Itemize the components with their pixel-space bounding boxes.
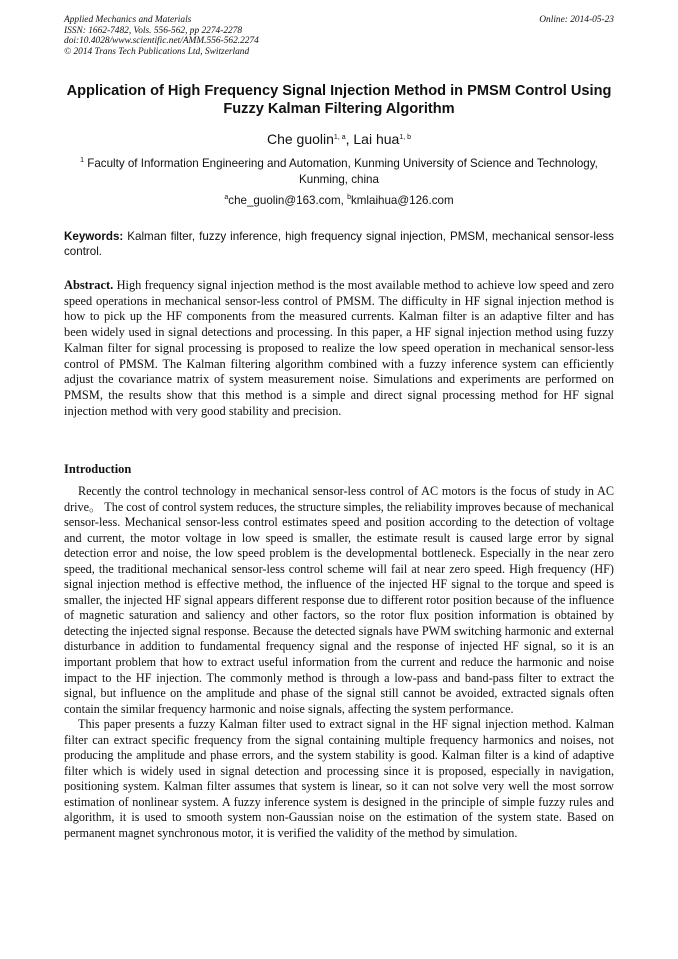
abstract-block: [64, 278, 614, 419]
author-affiliation-marker: 1, a: [333, 134, 346, 141]
author-affiliation-marker: 1, b: [399, 134, 412, 141]
author-list: [50, 130, 628, 148]
affiliation-text: Faculty of Information Engineering and Automation, Kunming University of Science and Technology, Kunming, china: [87, 157, 598, 186]
keywords-block: [64, 229, 614, 259]
author-name: Lai hua: [353, 131, 400, 147]
abstract-text: High frequency signal injection method is the most available method to achieve low speed and zero speed operations in mechanical sensor-less control of PMSM. The difficulty in HF signal injection method is how to pick up the HF components from the measured currents. Kalman filter is an adaptive filter and has been widely used in signal detections and processing. In this paper, a HF signal injection method using fuzzy Kalman filter for signal processing is proposed to realize the low speed operation in mechanical sensor-less control of PMSM. The Kalman filtering algorithm combined with a fuzzy inference system can efficiently adjust the covariance matrix of system measurement noise. Simulations and experiments are performed on PMSM, the results show that this method is a simple and direct signal processing method for HF signal injection method with very good stability and precision.: [64, 278, 614, 418]
email-marker: a: [224, 194, 229, 201]
keywords-text: Kalman filter, fuzzy inference, high frequency signal injection, PMSM, mechanical sensor-less control.: [64, 230, 614, 258]
issn-line: ISSN: 1662-7482, Vols. 556-562, pp 2274-2278: [64, 25, 243, 36]
paper-title: Application of High Frequency Signal Injection Method in PMSM Control Using Fuzzy Kalman Filtering Algorithm: [66, 83, 612, 117]
email-marker: b: [347, 194, 351, 201]
online-date: Online: 2014-05-23: [539, 15, 614, 25]
email-address: kmlaihua@126.com: [350, 194, 454, 207]
email-separator: ,: [340, 194, 348, 207]
journal-header: [64, 15, 614, 57]
section-heading-introduction: Introduction: [64, 462, 132, 476]
author-name: Che guolin: [266, 131, 334, 147]
email-address: che_guolin@163.com: [228, 194, 341, 207]
affiliation: [80, 156, 598, 188]
affiliation-marker: 1: [80, 157, 85, 164]
journal-name: Applied Mechanics and Materials: [64, 15, 192, 25]
paragraph: This paper presents a fuzzy Kalman filter used to extract signal in the HF signal injection method. Kalman filter can extract specific frequency from the signal containing multiple frequency harmonics and noises, not producing the amplitude and phase errors, and the system stability is good. Kalman filter is a kind of adaptive filter which is widely used in signal detection and processing since it is proposed, especially in navigation, positioning system. Kalman filter assumes that system is linear, so it can not solve very well the most sorrow estimation of nonlinear system. A fuzzy inference system is designed in the principle of simple fuzzy rules and algorithm, it is used to smooth system non-Gaussian noise on the estimation of the system state. Based on permanent magnet synchronous motor, it is verified the validity of the method by simulation.: [64, 717, 614, 841]
author-separator: ,: [345, 131, 354, 147]
keywords-label: Keywords:: [64, 230, 124, 243]
copyright-line: © 2014 Trans Tech Publications Ltd, Switzerland: [64, 46, 250, 57]
abstract-label: Abstract.: [64, 278, 114, 292]
doi-line: doi:10.4028/www.scientific.net/AMM.556-562.2274: [64, 36, 259, 47]
paragraph: Recently the control technology in mechanical sensor-less control of AC motors is the focus of study in AC drive。 The cost of control system reduces, the structure simples, the reliability improves because of mechanical sensor-less. Mechanical sensor-less control estimates speed and position according to the detection of voltage and current, the motor voltage in low speed is smaller, the estimate result is caused large error by signal detection error and noise, the low speed problem is the developmental bottleneck. Especially in the near zero speed, the traditional mechanical sensor-less control scheme will fail at near zero speed. High frequency (HF) signal injection method is effective method, the influence of the injected HF signal to the torque and speed is smaller, the injected HF signal appears different response due to different rotor position because of the influence of magnetic saturation and saliency and other factors, so the rotor flux position information is obtained by detecting the injected signal response. Because the detected signals have PWM switching harmonic and external disturbance in addition to fundamental frequency signal and the response of injected HF signal, so it is an important problem that how to extract useful information from the current and reduce the harmonic and noise impact to the HF injection. The commonly method is through a low-pass and band-pass filter to extract the signal, but influence on the amplitude and phase of the signal still cannot be avoided, extracted signals often contain the similar frequency harmonic and noise signals, affecting the system performance.: [64, 484, 614, 716]
introduction-body: [64, 484, 614, 842]
email-list: [50, 193, 628, 208]
